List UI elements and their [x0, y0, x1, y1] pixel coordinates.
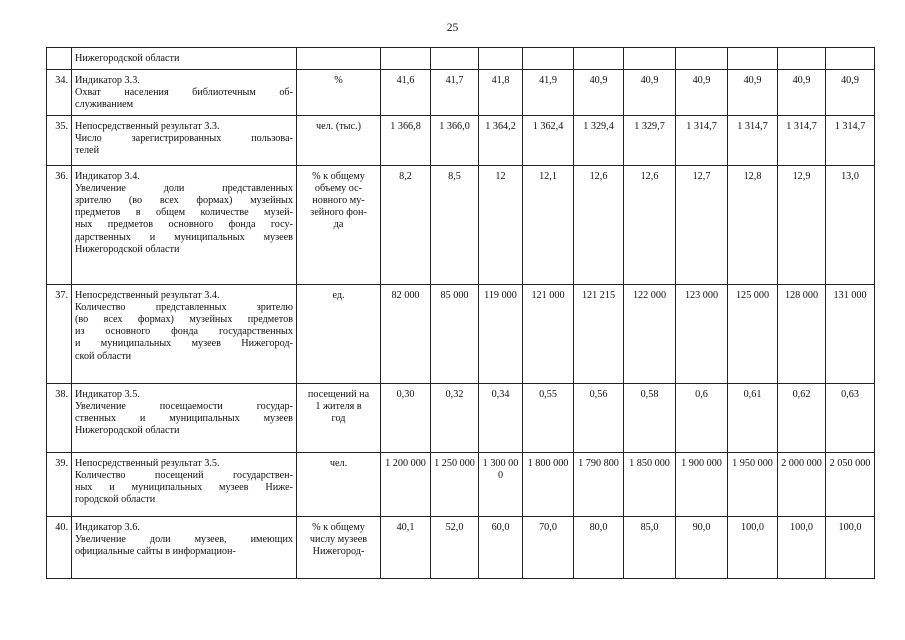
indicator-name-line: служиванием: [75, 99, 134, 111]
value-cell: 1 329,7: [624, 115, 676, 165]
unit-line: Нижегород-: [312, 546, 365, 558]
value-cell: 1 850 000: [624, 452, 676, 516]
value-cell: 12,7: [676, 165, 728, 284]
indicator-name-line: Непосредственный результат 3.4.: [75, 289, 220, 301]
indicator-name-line: ных и муниципальных музеев Ниже-: [75, 482, 293, 494]
row-number: 39.: [47, 452, 72, 516]
value-cell: 0,63: [826, 383, 875, 452]
value-cell: 123 000: [676, 284, 728, 383]
value-cell: 1 790 800: [574, 452, 624, 516]
value-cell: 0,30: [381, 383, 431, 452]
indicator-name-line: Увеличение доли музеев, имеющих: [75, 533, 293, 545]
value-cell: 0,34: [479, 383, 523, 452]
table-row: [47, 452, 875, 516]
indicator-name-line: Индикатор 3.6.: [75, 521, 140, 533]
value-cell: [523, 48, 574, 70]
value-cell: 8,5: [431, 165, 479, 284]
indicator-name-line: ской области: [75, 350, 132, 362]
value-cell: 1 314,7: [676, 115, 728, 165]
value-cell: 1 314,7: [778, 115, 826, 165]
indicator-name-line: ственных и муниципальных музеев: [75, 413, 293, 425]
value-cell: 80,0: [574, 516, 624, 578]
value-cell: 41,8: [479, 70, 523, 116]
table-row: [47, 48, 875, 70]
indicator-name-line: городской области: [75, 494, 156, 506]
unit-cell: [297, 383, 381, 452]
value-cell: 40,9: [778, 70, 826, 116]
unit-line: %: [334, 75, 343, 86]
value-cell: 12,8: [728, 165, 778, 284]
value-cell: 12: [479, 165, 523, 284]
indicator-name-line: телей: [75, 145, 100, 157]
indicator-name-line: зрителю (во всех формах) музейных: [75, 195, 293, 207]
indicator-name: [72, 48, 297, 70]
row-number: 34.: [47, 70, 72, 116]
indicators-table: [46, 47, 875, 579]
unit-line: год: [331, 413, 346, 425]
value-cell: 0,58: [624, 383, 676, 452]
table-body: [47, 48, 875, 579]
indicator-name: [72, 115, 297, 165]
indicator-name-line: дарственных и муниципальных музеев: [75, 231, 293, 243]
indicator-name-line: Индикатор 3.5.: [75, 388, 140, 400]
unit-line: зейного фон-: [310, 207, 367, 219]
table-row: [47, 115, 875, 165]
unit-cell: [297, 48, 381, 70]
unit-line: % к общему: [312, 521, 365, 533]
value-cell: 12,1: [523, 165, 574, 284]
row-number: 35.: [47, 115, 72, 165]
value-cell: 1 250 000: [431, 452, 479, 516]
indicator-name: [72, 165, 297, 284]
value-cell: 1 364,2: [479, 115, 523, 165]
indicator-name-line: Нижегородской области: [75, 243, 180, 255]
value-cell: 100,0: [728, 516, 778, 578]
value-cell: [778, 48, 826, 70]
value-cell: 1 300 000: [479, 452, 523, 516]
indicator-name-line: Нижегородской области: [75, 53, 180, 64]
value-cell: 13,0: [826, 165, 875, 284]
unit-line: 1 жителя в: [315, 400, 362, 412]
indicator-name-line: Охват населения библиотечным об-: [75, 87, 293, 99]
value-cell: [574, 48, 624, 70]
table-row: [47, 516, 875, 578]
value-cell: 40,9: [728, 70, 778, 116]
value-cell: 12,6: [574, 165, 624, 284]
value-cell: 128 000: [778, 284, 826, 383]
value-cell: 85,0: [624, 516, 676, 578]
unit-cell: [297, 165, 381, 284]
value-cell: 1 366,0: [431, 115, 479, 165]
row-number: 36.: [47, 165, 72, 284]
value-cell: 100,0: [778, 516, 826, 578]
indicator-name-line: Индикатор 3.3.: [75, 75, 140, 86]
table-row: [47, 165, 875, 284]
value-cell: 40,9: [826, 70, 875, 116]
indicator-name-line: предметов в общем количестве музей-: [75, 207, 293, 219]
value-cell: 40,1: [381, 516, 431, 578]
row-number: [47, 48, 72, 70]
value-cell: 125 000: [728, 284, 778, 383]
value-cell: 1 200 000: [381, 452, 431, 516]
indicator-name-line: Количество посещений государствен-: [75, 469, 293, 481]
value-cell: 41,7: [431, 70, 479, 116]
indicator-name-line: (во всех формах) музейных предметов: [75, 314, 293, 326]
indicator-name-line: Увеличение доли представленных: [75, 182, 293, 194]
value-cell: [676, 48, 728, 70]
unit-cell: [297, 70, 381, 116]
unit-line: % к общему: [312, 170, 365, 182]
value-cell: [479, 48, 523, 70]
indicator-name: [72, 284, 297, 383]
value-cell: [826, 48, 875, 70]
value-cell: 52,0: [431, 516, 479, 578]
value-cell: 85 000: [431, 284, 479, 383]
page-number: 25: [446, 22, 459, 34]
value-cell: 0,61: [728, 383, 778, 452]
value-cell: 12,6: [624, 165, 676, 284]
unit-line: да: [333, 219, 344, 231]
value-cell: [431, 48, 479, 70]
value-cell: 8,2: [381, 165, 431, 284]
value-cell: 1 950 000: [728, 452, 778, 516]
value-cell: 2 050 000: [826, 452, 875, 516]
value-cell: 0,62: [778, 383, 826, 452]
value-cell: 121 215: [574, 284, 624, 383]
unit-line: объему ос-: [314, 182, 363, 194]
indicator-name-line: Увеличение посещаемости государ-: [75, 400, 293, 412]
value-cell: [381, 48, 431, 70]
unit-line: чел. (тыс.): [316, 120, 361, 132]
value-cell: 0,32: [431, 383, 479, 452]
value-cell: 1 314,7: [728, 115, 778, 165]
indicator-name-line: из основного фонда государственных: [75, 326, 293, 338]
value-cell: 1 900 000: [676, 452, 728, 516]
row-number: 38.: [47, 383, 72, 452]
indicator-name-line: Нижегородской области: [75, 425, 180, 437]
table-row: [47, 70, 875, 116]
value-cell: 1 329,4: [574, 115, 624, 165]
unit-cell: [297, 452, 381, 516]
unit-line: посещений на: [307, 388, 370, 400]
value-cell: 122 000: [624, 284, 676, 383]
value-cell: 121 000: [523, 284, 574, 383]
value-cell: 100,0: [826, 516, 875, 578]
value-cell: 0,55: [523, 383, 574, 452]
indicator-name-line: официальные сайты в информацион-: [75, 546, 236, 558]
indicator-name-line: Количество представленных зрителю: [75, 301, 293, 313]
value-cell: [728, 48, 778, 70]
value-cell: 41,9: [523, 70, 574, 116]
unit-cell: [297, 516, 381, 578]
value-cell: 119 000: [479, 284, 523, 383]
value-cell: 40,9: [676, 70, 728, 116]
indicator-name: [72, 383, 297, 452]
unit-line: ед.: [332, 289, 345, 301]
indicator-name: [72, 452, 297, 516]
value-cell: 1 362,4: [523, 115, 574, 165]
indicator-name: [72, 516, 297, 578]
table-row: [47, 383, 875, 452]
unit-cell: [297, 284, 381, 383]
table-row: [47, 284, 875, 383]
indicator-name-line: Непосредственный результат 3.5.: [75, 457, 220, 469]
value-cell: 0,6: [676, 383, 728, 452]
value-cell: 41,6: [381, 70, 431, 116]
value-cell: 90,0: [676, 516, 728, 578]
indicator-name-line: Число зарегистрированных пользова-: [75, 132, 293, 144]
value-cell: [624, 48, 676, 70]
indicator-name-line: ных предметов основного фонда госу-: [75, 219, 293, 231]
unit-line: числу музеев: [309, 533, 368, 545]
indicator-name-line: Индикатор 3.4.: [75, 170, 140, 182]
unit-line: новного му-: [312, 195, 365, 207]
value-cell: 2 000 000: [778, 452, 826, 516]
value-cell: 60,0: [479, 516, 523, 578]
row-number: 37.: [47, 284, 72, 383]
unit-line: чел.: [329, 457, 348, 469]
value-cell: 12,9: [778, 165, 826, 284]
indicator-name-line: и муниципальных музеев Нижегород-: [75, 338, 293, 350]
value-cell: 131 000: [826, 284, 875, 383]
value-cell: 40,9: [574, 70, 624, 116]
value-cell: 1 366,8: [381, 115, 431, 165]
value-cell: 0,56: [574, 383, 624, 452]
row-number: 40.: [47, 516, 72, 578]
indicator-name: [72, 70, 297, 116]
value-cell: 1 800 000: [523, 452, 574, 516]
indicator-name-line: Непосредственный результат 3.3.: [75, 120, 220, 132]
unit-cell: [297, 115, 381, 165]
value-cell: 1 314,7: [826, 115, 875, 165]
value-cell: 70,0: [523, 516, 574, 578]
value-cell: 82 000: [381, 284, 431, 383]
value-cell: 40,9: [624, 70, 676, 116]
